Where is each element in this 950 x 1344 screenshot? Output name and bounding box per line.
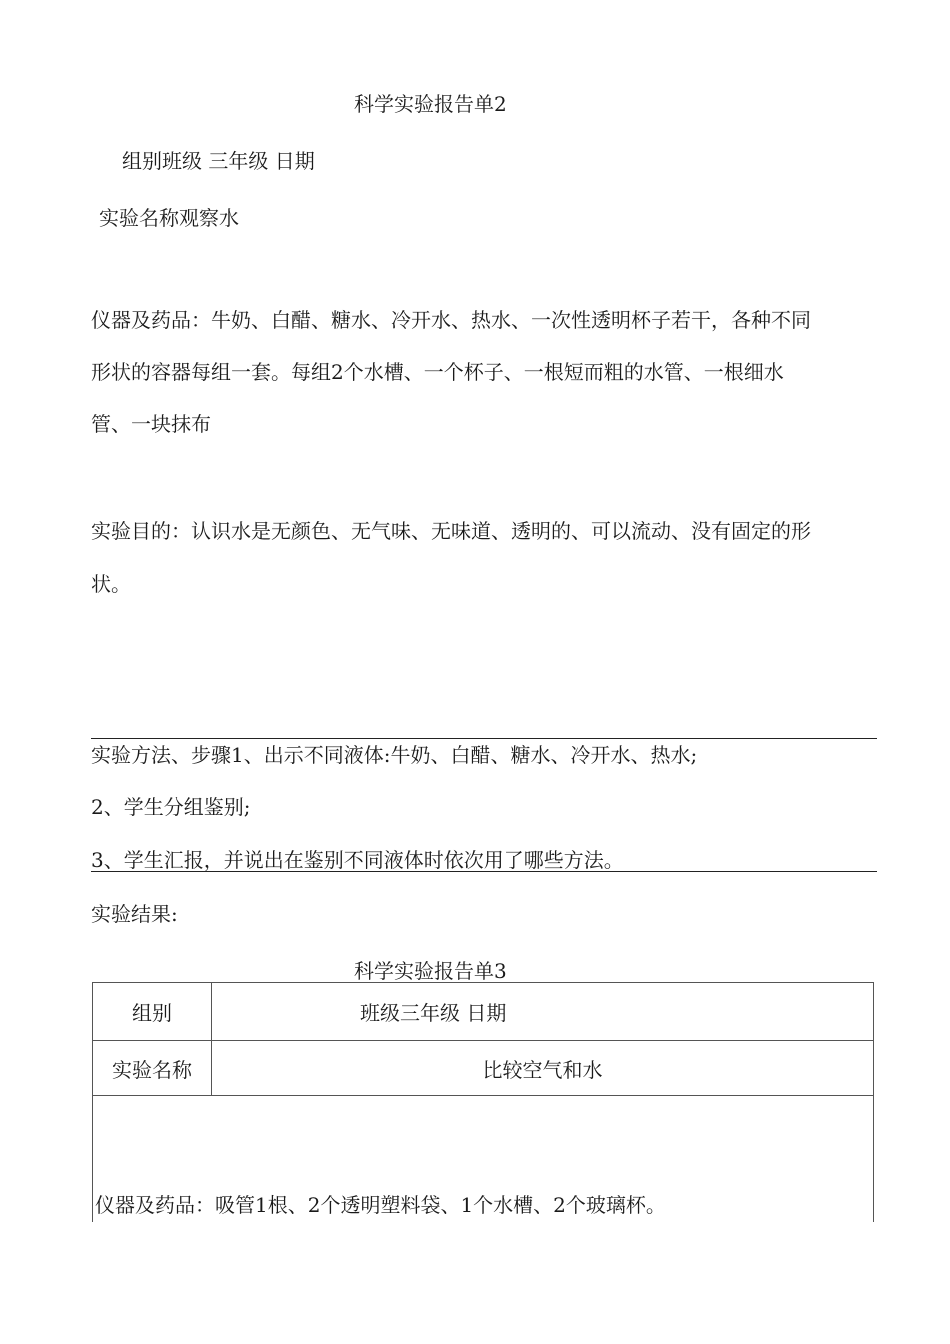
report3-title: 科学实验报告单3 xyxy=(354,959,507,983)
method-bottom-rule xyxy=(91,871,877,872)
report3-group-row xyxy=(93,983,874,1041)
report3-name-row xyxy=(93,1041,874,1096)
report3-class-date-text: 班级三年级 日期 xyxy=(360,1001,507,1025)
report3-table xyxy=(92,982,874,1222)
report3-name-value-text: 比较空气和水 xyxy=(482,1057,603,1082)
report2-method-line-3: 3、学生汇报，并说出在鉴别不同液体时依次用了哪些方法。 xyxy=(91,848,624,872)
report2-group-line: 组别班级 三年级 日期 xyxy=(122,149,315,173)
report2-purpose-line-1: 实验目的：认识水是无颜色、无气味、无味道、透明的、可以流动、没有固定的形 xyxy=(91,519,811,543)
report3-group-label: 组别 xyxy=(93,983,212,1041)
report2-result-label: 实验结果: xyxy=(91,902,178,926)
report2-method-line-2: 2、学生分组鉴别; xyxy=(91,795,251,819)
report2-equipment-line-1: 仪器及药品：牛奶、白醋、糖水、冷开水、热水、一次性透明杯子若干，各种不同 xyxy=(91,308,811,332)
report3-name-label: 实验名称 xyxy=(93,1041,212,1096)
report3-equipment-cell xyxy=(93,1096,874,1223)
report3-equipment-text: 仪器及药品：吸管1根、2个透明塑料袋、1个水槽、2个玻璃杯。 xyxy=(95,1193,666,1217)
report3-class-date xyxy=(212,983,874,1041)
method-top-rule xyxy=(91,738,877,739)
report2-equipment-line-2: 形状的容器每组一套。每组2个水槽、一个杯子、一根短而粗的水管、一根细水 xyxy=(91,360,784,384)
report2-method-line-1: 实验方法、步骤1、出示不同液体:牛奶、白醋、糖水、冷开水、热水; xyxy=(91,743,698,767)
report2-equipment-line-3: 管、一块抹布 xyxy=(91,412,211,436)
report3-name-value xyxy=(212,1041,874,1096)
report3-equipment-row xyxy=(93,1096,874,1223)
report2-title: 科学实验报告单2 xyxy=(354,92,507,116)
report2-purpose-line-2: 状。 xyxy=(91,572,131,596)
report2-name-line: 实验名称观察水 xyxy=(99,206,239,230)
